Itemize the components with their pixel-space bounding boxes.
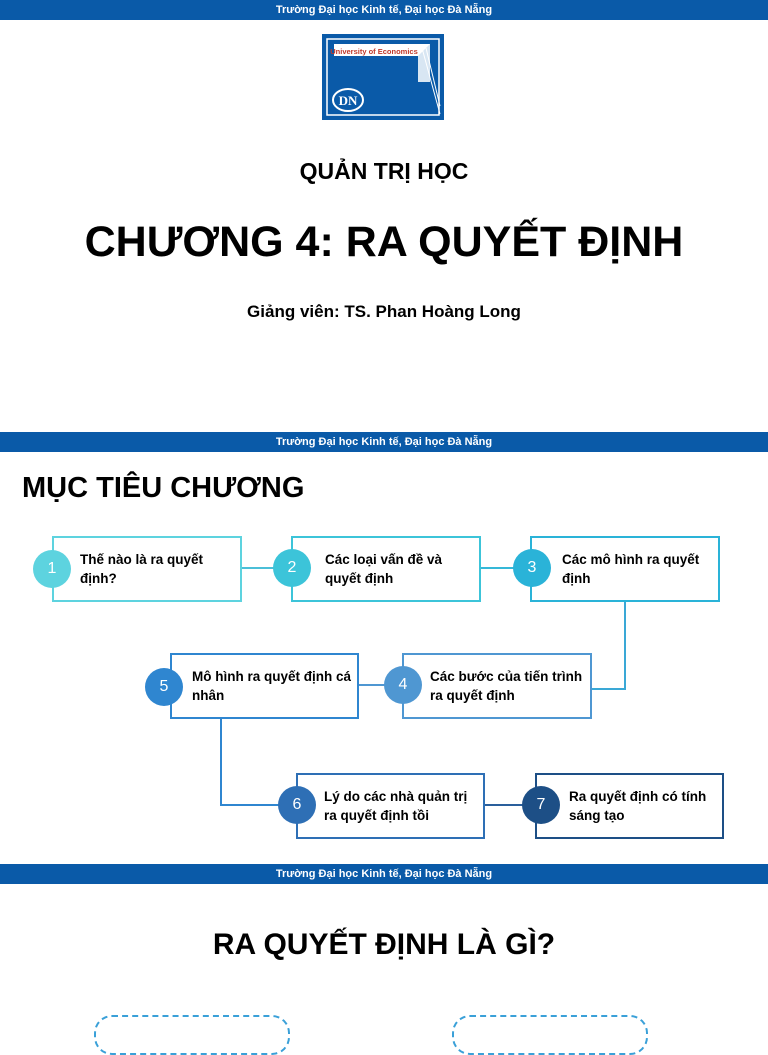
- header-banner: Trường Đại học Kinh tế, Đại học Đà Nẵng: [0, 432, 768, 452]
- objective-box-5: [170, 653, 359, 719]
- objective-box-3: [530, 536, 720, 602]
- definition-title: RA QUYẾT ĐỊNH LÀ GÌ?: [212, 928, 556, 961]
- logo-mark: DN: [338, 93, 358, 108]
- dashed-card-left: [94, 1015, 290, 1055]
- objective-number-1: 1: [33, 550, 71, 588]
- objective-text-3: Các mô hình ra quyết định: [562, 552, 700, 586]
- objective-number-4: 4: [384, 666, 422, 704]
- objective-text-1: Thế nào là ra quyết định?: [80, 552, 204, 586]
- objective-box-2: [291, 536, 481, 602]
- chapter-title: CHƯƠNG 4: RA QUYẾT ĐỊNH: [84, 218, 684, 266]
- objective-box-7: [535, 773, 724, 839]
- objective-text-5: Mô hình ra quyết định cá nhân: [192, 669, 352, 703]
- objective-text-4: Các bước của tiến trình ra quyết định: [430, 669, 583, 703]
- lecturer-name: Giảng viên: TS. Phan Hoàng Long: [247, 302, 521, 321]
- university-logo: [322, 34, 444, 120]
- objective-number-3: 3: [513, 549, 551, 587]
- objectives-title: MỤC TIÊU CHƯƠNG: [22, 472, 305, 504]
- logo-text: University of Economics: [330, 47, 418, 56]
- objective-box-4: [402, 653, 592, 719]
- objective-box-1: [52, 536, 242, 602]
- objective-text-6: Lý do các nhà quản trị ra quyết định tồi: [324, 789, 468, 823]
- header-banner: Trường Đại học Kinh tế, Đại học Đà Nẵng: [0, 864, 768, 884]
- objective-box-6: [296, 773, 485, 839]
- dashed-card-right: [452, 1015, 648, 1055]
- header-banner: Trường Đại học Kinh tế, Đại học Đà Nẵng: [0, 0, 768, 20]
- objective-text-2: Các loại vấn đề và quyết định: [325, 552, 443, 586]
- course-subject: QUẢN TRỊ HỌC: [299, 158, 469, 184]
- objective-number-6: 6: [278, 786, 316, 824]
- objective-text-7: Ra quyết định có tính sáng tạo: [569, 789, 707, 823]
- objective-number-2: 2: [273, 549, 311, 587]
- objective-number-7: 7: [522, 786, 560, 824]
- objective-number-5: 5: [145, 668, 183, 706]
